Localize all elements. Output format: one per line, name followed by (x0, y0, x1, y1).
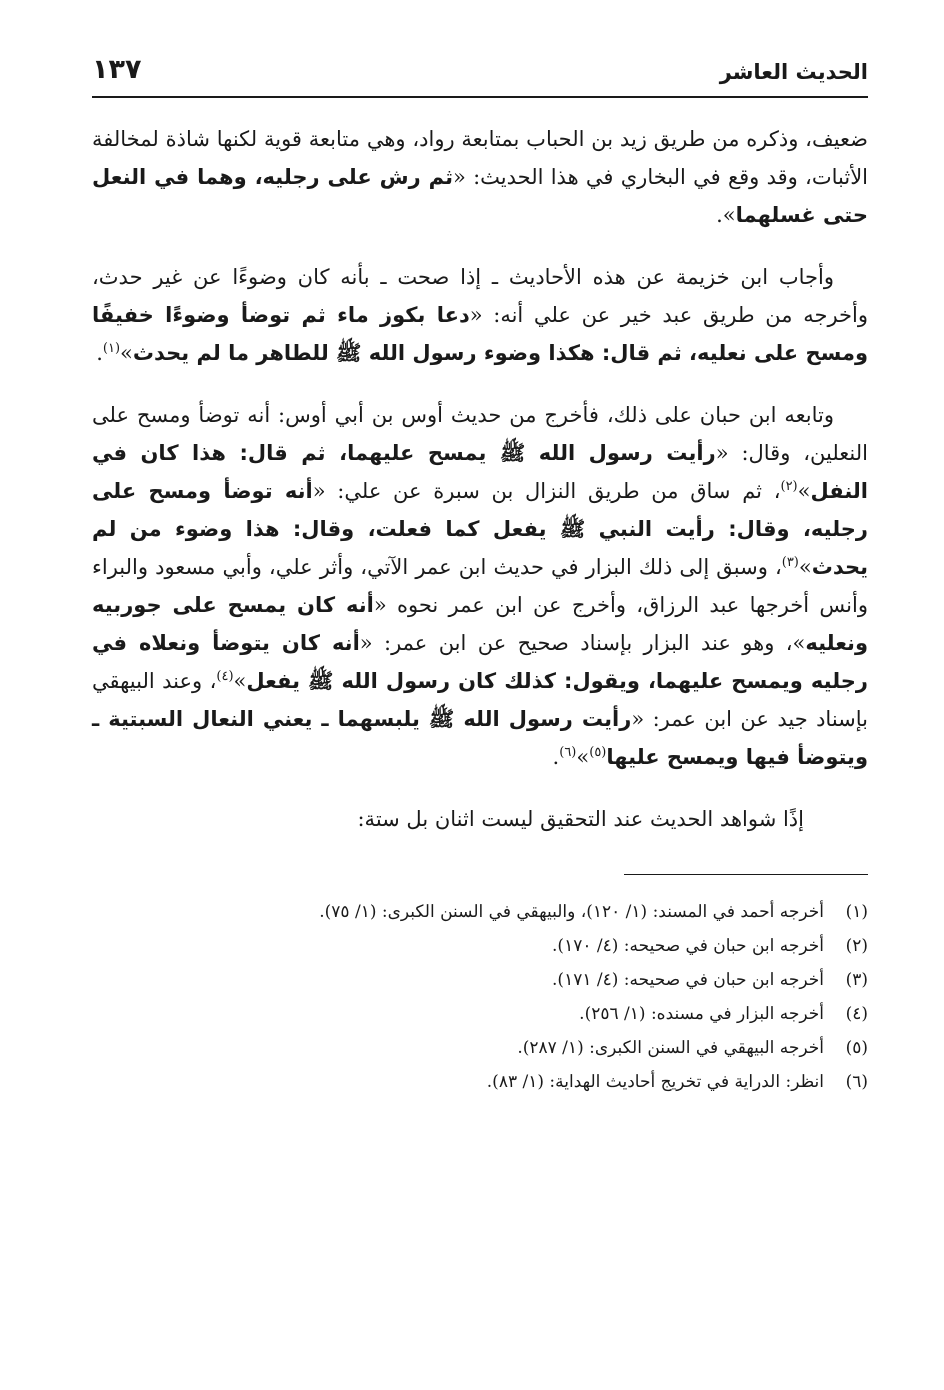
paragraph (92, 120, 868, 234)
text-segment: » (120, 341, 133, 365)
footnote-number: (٢) (845, 936, 868, 956)
footnote-number: (٦) (845, 1072, 868, 1092)
text-segment: ، ثم ساق من طريق النزال بن سبرة عن علي: « (312, 479, 781, 503)
hadith-quote: أنه كان يتوضأ ونعلاه في رجليه ويمسح عليهما، ويقول: كذلك كان رسول الله ﷺ يفعل (92, 631, 868, 693)
text-segment: »، وهو عند البزار بإسناد صحيح عن ابن عمر: « (359, 631, 806, 655)
footnote-text: أخرجه ابن حبان في صحيحه: (٤/ ١٧٠). (552, 936, 824, 956)
main-text (92, 120, 868, 838)
footnote-ref: (٣) (781, 555, 799, 570)
footnote-number: (١) (845, 902, 868, 922)
conclusion-line: إذًا شواهد الحديث عند التحقيق ليست اثنان بل ستة: (357, 807, 804, 831)
page-number: ١٣٧ (92, 54, 142, 85)
chapter-title: الحديث العاشر (719, 60, 868, 84)
footnotes (92, 895, 868, 1099)
hadith-quote: ثم رش على رجليه، وهما في النعل حتى غسلهما (92, 165, 868, 227)
text-segment: » (576, 745, 590, 769)
text-segment: » (797, 479, 811, 503)
footnote (92, 997, 868, 1031)
footnote-ref: (٦) (559, 745, 577, 760)
book-page (92, 50, 868, 1099)
footnote (92, 1031, 868, 1065)
text-segment: وتابعه ابن حبان على ذلك، فأخرج من حديث أوس بن أبي أوس: أنه توضأ ومسح على النعلين، وقال: « (92, 403, 868, 465)
text-segment: » (233, 669, 247, 693)
footnote-number: (٤) (845, 1004, 868, 1024)
text-segment: وأجاب ابن خزيمة عن هذه الأحاديث ـ إذا صحت ـ بأنه كان وضوءًا عن غير حدث، وأخرجه من طريق عبد خير عن علي أنه: « (92, 265, 868, 327)
footnote-divider (624, 874, 868, 875)
paragraph (92, 258, 868, 372)
hadith-quote: رأيت رسول الله ﷺ يلبسهما ـ يعني النعال السبتية ـ ويتوضأ فيها ويمسح عليها (92, 707, 868, 769)
text-segment: » (798, 555, 812, 579)
footnote-ref: (١) (102, 341, 121, 356)
footnote (92, 1065, 868, 1099)
text-segment: . (96, 341, 103, 365)
footnote-number: (٣) (845, 970, 868, 990)
page-header (92, 50, 868, 98)
footnote (92, 895, 868, 929)
footnote (92, 929, 868, 963)
footnote-number: (٥) (845, 1038, 868, 1058)
footnote-ref: (٥) (589, 745, 607, 760)
footnote-text: انظر: الدراية في تخريج أحاديث الهداية: (١/ ٨٣). (486, 1072, 824, 1092)
text-segment: . (552, 745, 560, 769)
text-segment: ضعيف، وذكره من طريق زيد بن الحباب بمتابعة رواد، وهي متابعة قوية لكنها شاذة لمخالفة الأثبات، وقد وقع في البخاري في هذا الحديث: « (92, 127, 868, 189)
text-segment: ، وسبق إلى ذلك البزار في حديث ابن عمر الآتي، وأثر علي، وأبي مسعود والبراء وأنس أخرجها عبد الرزاق، وأخرج عن ابن عمر نحوه « (92, 555, 868, 617)
footnote-text: أخرجه أحمد في المسند: (١/ ١٢٠)، والبيهقي في السنن الكبرى: (١/ ٧٥). (319, 902, 824, 922)
footnote-ref: (٢) (780, 479, 798, 494)
paragraph (92, 396, 868, 776)
footnote (92, 963, 868, 997)
hadith-quote: أنه كان يمسح على جوربيه ونعليه (92, 593, 868, 655)
hadith-quote: دعا بكوز ماء ثم توضأ وضوءًا خفيفًا ومسح على نعليه، ثم قال: هكذا وضوء رسول الله ﷺ للطاهر ما لم يحدث (92, 303, 868, 365)
footnote-ref: (٤) (216, 669, 234, 684)
footnote-text: أخرجه البيهقي في السنن الكبرى: (١/ ٢٨٧). (517, 1038, 824, 1058)
hadith-quote: أنه توضأ ومسح على رجليه، وقال: رأيت النبي ﷺ يفعل كما فعلت، وقال: هذا وضوء من لم يحدث (92, 479, 868, 579)
footnote-text: أخرجه ابن حبان في صحيحه: (٤/ ١٧١). (552, 970, 824, 990)
footnote-text: أخرجه البزار في مسنده: (١/ ٢٥٦). (579, 1004, 824, 1024)
hadith-quote: رأيت رسول الله ﷺ يمسح عليهما، ثم قال: هذا كان في النفل (92, 441, 868, 503)
text-segment: ». (716, 203, 736, 227)
text-segment: ، وعند البيهقي بإسناد جيد عن ابن عمر: « (92, 669, 869, 731)
